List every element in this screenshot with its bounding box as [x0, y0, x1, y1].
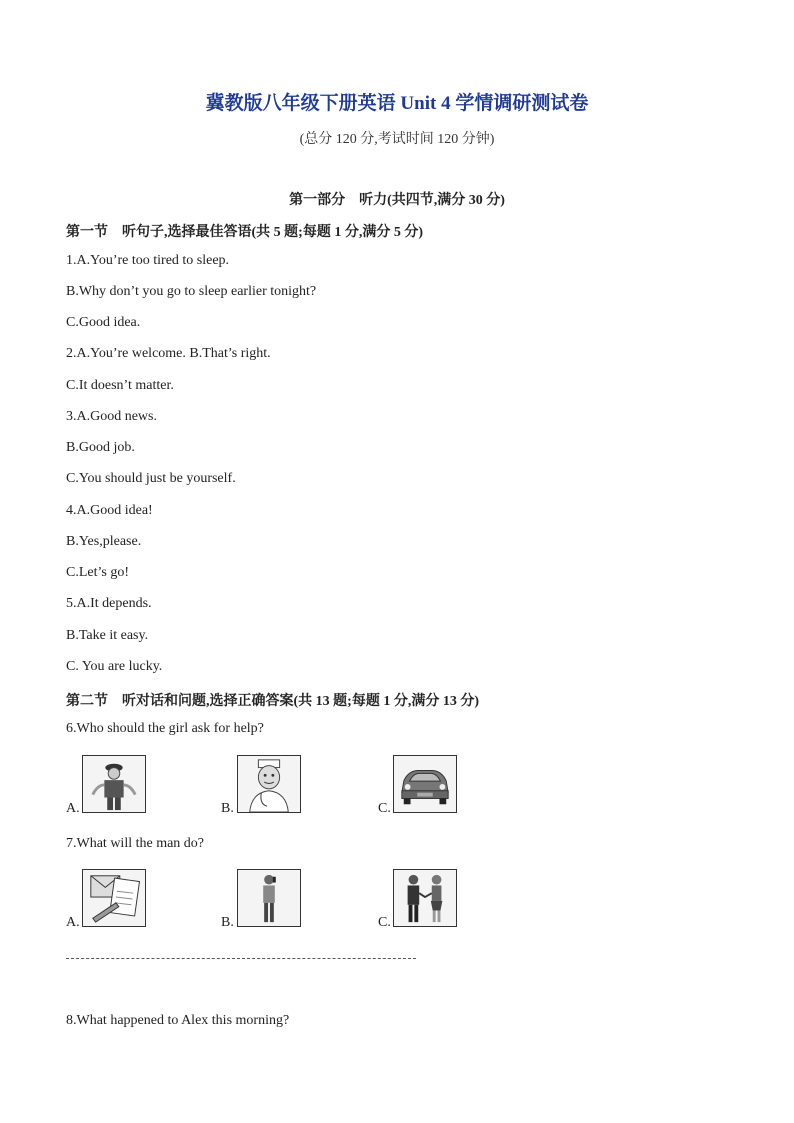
option-line: B.Yes,please.: [66, 534, 142, 549]
letter-writing-image: [82, 869, 146, 927]
question-8: 8.What happened to Alex this morning?: [66, 1013, 290, 1028]
part-heading: 第一部分 听力(共四节,满分 30 分): [289, 193, 505, 208]
policeman-image: [82, 755, 146, 813]
section2-heading: 第二节 听对话和问题,选择正确答案(共 13 题;每题 1 分,满分 13 分): [66, 694, 479, 709]
page-divider: [66, 958, 416, 959]
option-line: 3.A.Good news.: [66, 409, 157, 424]
option-c-label: C.: [378, 915, 391, 930]
option-line: C.Let’s go!: [66, 565, 129, 580]
option-line: 5.A.It depends.: [66, 596, 152, 611]
option-a-label: A.: [66, 915, 80, 930]
option-b-label: B.: [221, 801, 234, 816]
option-line: C. You are lucky.: [66, 659, 163, 674]
option-line: B.Good job.: [66, 440, 135, 455]
option-line: 1.A.You’re too tired to sleep.: [66, 253, 230, 268]
option-c-label: C.: [378, 801, 391, 816]
exam-info: (总分 120 分,考试时间 120 分钟): [299, 132, 495, 147]
option-line: B.Take it easy.: [66, 628, 149, 643]
option-b-label: B.: [221, 915, 234, 930]
option-line: C.It doesn’t matter.: [66, 378, 174, 393]
doctor-image: [237, 755, 301, 813]
option-line: C.Good idea.: [66, 315, 141, 330]
car-image: [393, 755, 457, 813]
phone-call-image: [237, 869, 301, 927]
option-a-label: A.: [66, 801, 80, 816]
option-line: 4.A.Good idea!: [66, 503, 153, 518]
option-line: 2.A.You’re welcome. B.That’s right.: [66, 346, 271, 361]
handshake-image: [393, 869, 457, 927]
question-6: 6.Who should the girl ask for help?: [66, 721, 264, 736]
question-7: 7.What will the man do?: [66, 836, 205, 851]
section1-heading: 第一节 听句子,选择最佳答语(共 5 题;每题 1 分,满分 5 分): [66, 225, 423, 240]
option-line: B.Why don’t you go to sleep earlier tonight?: [66, 284, 317, 299]
option-line: C.You should just be yourself.: [66, 471, 236, 486]
page-title: 冀教版八年级下册英语 Unit 4 学情调研测试卷: [205, 93, 589, 114]
